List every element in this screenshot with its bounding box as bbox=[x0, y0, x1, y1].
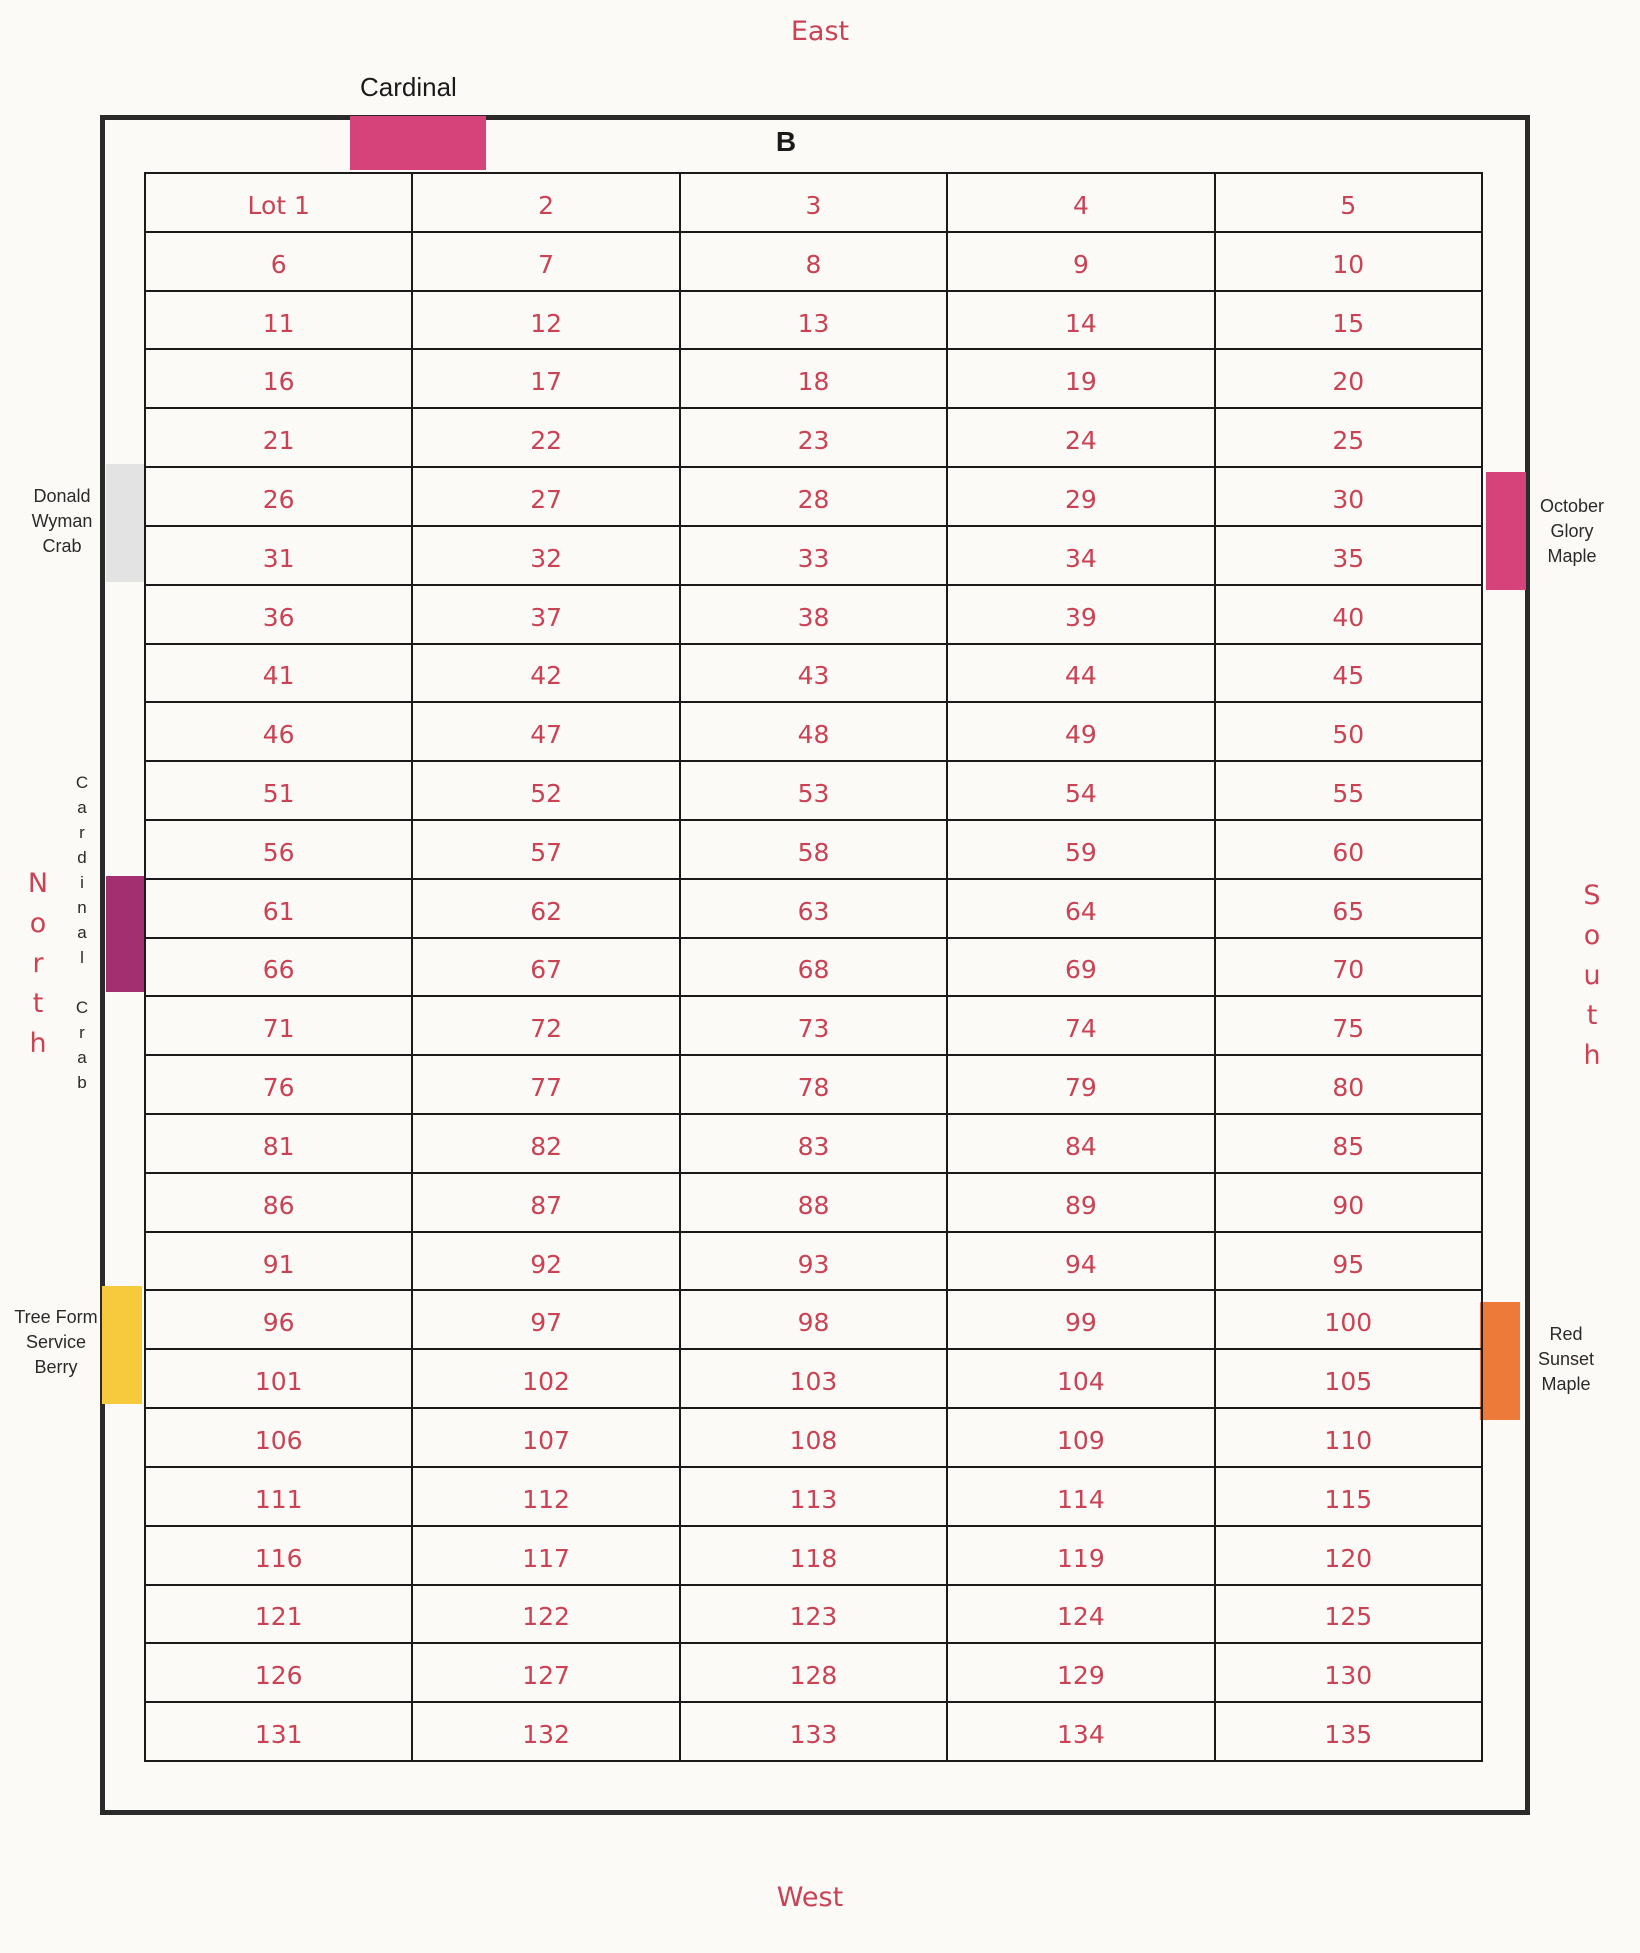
lot-cell: 114 bbox=[948, 1468, 1215, 1527]
lot-cell: 96 bbox=[146, 1291, 413, 1350]
lot-cell: 71 bbox=[146, 997, 413, 1056]
lot-cell: 59 bbox=[948, 821, 1215, 880]
compass-north-letter: r bbox=[32, 948, 44, 979]
lot-cell: 84 bbox=[948, 1115, 1215, 1174]
compass-north-letter: N bbox=[27, 868, 49, 899]
lot-cell: 89 bbox=[948, 1174, 1215, 1233]
tree-label-letter: a bbox=[77, 798, 87, 817]
lot-cell: 82 bbox=[413, 1115, 680, 1174]
red-sunset-maple-label bbox=[1524, 1322, 1608, 1397]
lot-cell: 28 bbox=[681, 468, 948, 527]
tree-label-line: Glory bbox=[1550, 521, 1594, 541]
tree-label-letter: a bbox=[77, 923, 87, 942]
lot-cell: 66 bbox=[146, 939, 413, 998]
lot-cell: Lot 1 bbox=[146, 174, 413, 233]
lot-cell: 54 bbox=[948, 762, 1215, 821]
lot-cell: 29 bbox=[948, 468, 1215, 527]
lot-cell: 37 bbox=[413, 586, 680, 645]
lot-cell: 68 bbox=[681, 939, 948, 998]
lot-cell: 126 bbox=[146, 1644, 413, 1703]
lot-cell: 100 bbox=[1216, 1291, 1483, 1350]
lot-cell: 106 bbox=[146, 1409, 413, 1468]
lot-cell: 24 bbox=[948, 409, 1215, 468]
lot-cell: 76 bbox=[146, 1056, 413, 1115]
lot-cell: 135 bbox=[1216, 1703, 1483, 1762]
compass-west-label: West bbox=[776, 1882, 844, 1913]
tree-label-line: Berry bbox=[34, 1357, 78, 1377]
lot-cell: 3 bbox=[681, 174, 948, 233]
donald-wyman-crab-label bbox=[22, 484, 102, 559]
compass-south-label bbox=[1572, 876, 1612, 1076]
compass-north-label bbox=[18, 864, 58, 1064]
lot-cell: 21 bbox=[146, 409, 413, 468]
lot-cell: 44 bbox=[948, 645, 1215, 704]
lot-cell: 74 bbox=[948, 997, 1215, 1056]
tree-label-letter: l bbox=[80, 948, 84, 967]
lot-cell: 53 bbox=[681, 762, 948, 821]
tree-label-line: Tree Form bbox=[14, 1307, 98, 1327]
lot-cell: 108 bbox=[681, 1409, 948, 1468]
tree-label-line: Service bbox=[25, 1332, 87, 1352]
lot-cell: 79 bbox=[948, 1056, 1215, 1115]
october-glory-maple-swatch bbox=[1486, 472, 1526, 590]
lot-cell: 16 bbox=[146, 350, 413, 409]
lot-cell: 11 bbox=[146, 292, 413, 351]
lot-cell: 61 bbox=[146, 880, 413, 939]
lot-cell: 103 bbox=[681, 1350, 948, 1409]
tree-form-service-berry-label bbox=[10, 1305, 102, 1380]
lot-cell: 52 bbox=[413, 762, 680, 821]
compass-east-label: East bbox=[790, 16, 850, 47]
lot-cell: 14 bbox=[948, 292, 1215, 351]
lot-cell: 9 bbox=[948, 233, 1215, 292]
lot-cell: 73 bbox=[681, 997, 948, 1056]
lot-cell: 104 bbox=[948, 1350, 1215, 1409]
lot-cell: 127 bbox=[413, 1644, 680, 1703]
lot-cell: 4 bbox=[948, 174, 1215, 233]
lot-cell: 62 bbox=[413, 880, 680, 939]
lot-cell: 118 bbox=[681, 1527, 948, 1586]
tree-label-letter: b bbox=[77, 1073, 87, 1092]
lot-cell: 49 bbox=[948, 703, 1215, 762]
lot-cell: 19 bbox=[948, 350, 1215, 409]
compass-north-letter: h bbox=[29, 1028, 47, 1059]
lot-cell: 51 bbox=[146, 762, 413, 821]
tree-label-line: Sunset bbox=[1537, 1349, 1595, 1369]
lot-cell: 67 bbox=[413, 939, 680, 998]
lot-cell: 99 bbox=[948, 1291, 1215, 1350]
compass-south-letter: u bbox=[1583, 960, 1601, 991]
lot-cell: 38 bbox=[681, 586, 948, 645]
lot-cell: 35 bbox=[1216, 527, 1483, 586]
lot-cell: 123 bbox=[681, 1586, 948, 1645]
compass-south-letter: o bbox=[1583, 920, 1601, 951]
lot-cell: 113 bbox=[681, 1468, 948, 1527]
lot-cell: 36 bbox=[146, 586, 413, 645]
lot-cell: 85 bbox=[1216, 1115, 1483, 1174]
lot-cell: 23 bbox=[681, 409, 948, 468]
lot-cell: 134 bbox=[948, 1703, 1215, 1762]
tree-label-line: Crab bbox=[42, 536, 82, 556]
lot-cell: 6 bbox=[146, 233, 413, 292]
lot-cell: 115 bbox=[1216, 1468, 1483, 1527]
lot-cell: 43 bbox=[681, 645, 948, 704]
lot-cell: 47 bbox=[413, 703, 680, 762]
lot-cell: 7 bbox=[413, 233, 680, 292]
lot-cell: 94 bbox=[948, 1233, 1215, 1292]
lot-cell: 30 bbox=[1216, 468, 1483, 527]
lot-cell: 105 bbox=[1216, 1350, 1483, 1409]
lot-cell: 75 bbox=[1216, 997, 1483, 1056]
lot-cell: 87 bbox=[413, 1174, 680, 1233]
tree-label-line: Maple bbox=[1541, 1374, 1591, 1394]
lot-cell: 120 bbox=[1216, 1527, 1483, 1586]
lot-cell: 25 bbox=[1216, 409, 1483, 468]
lot-cell: 111 bbox=[146, 1468, 413, 1527]
lot-cell: 55 bbox=[1216, 762, 1483, 821]
lot-cell: 92 bbox=[413, 1233, 680, 1292]
cardinal-top-swatch bbox=[350, 116, 486, 170]
lot-cell: 17 bbox=[413, 350, 680, 409]
lot-cell: 33 bbox=[681, 527, 948, 586]
tree-label-line: October bbox=[1539, 496, 1605, 516]
lot-cell: 8 bbox=[681, 233, 948, 292]
lot-cell: 125 bbox=[1216, 1586, 1483, 1645]
donald-wyman-crab-swatch bbox=[106, 464, 146, 582]
lot-cell: 97 bbox=[413, 1291, 680, 1350]
lot-cell: 18 bbox=[681, 350, 948, 409]
lot-cell: 60 bbox=[1216, 821, 1483, 880]
tree-label-letter: d bbox=[77, 848, 87, 867]
lot-cell: 133 bbox=[681, 1703, 948, 1762]
lot-cell: 109 bbox=[948, 1409, 1215, 1468]
lot-cell: 128 bbox=[681, 1644, 948, 1703]
lot-cell: 58 bbox=[681, 821, 948, 880]
lot-cell: 22 bbox=[413, 409, 680, 468]
lot-grid bbox=[144, 172, 1483, 1762]
compass-north-letter: t bbox=[32, 988, 44, 1019]
lot-cell: 20 bbox=[1216, 350, 1483, 409]
tree-label-letter: C bbox=[75, 998, 89, 1017]
lot-cell: 56 bbox=[146, 821, 413, 880]
lot-cell: 107 bbox=[413, 1409, 680, 1468]
tree-label-line: Donald bbox=[33, 486, 91, 506]
lot-cell: 81 bbox=[146, 1115, 413, 1174]
compass-south-letter: S bbox=[1583, 880, 1601, 911]
block-label: B bbox=[775, 126, 797, 157]
lot-cell: 34 bbox=[948, 527, 1215, 586]
lot-cell: 48 bbox=[681, 703, 948, 762]
cardinal-crab-swatch bbox=[106, 876, 146, 992]
tree-label-letter: a bbox=[77, 1048, 87, 1067]
lot-cell: 72 bbox=[413, 997, 680, 1056]
tree-label-letter: r bbox=[79, 1023, 85, 1042]
lot-cell: 64 bbox=[948, 880, 1215, 939]
lot-cell: 130 bbox=[1216, 1644, 1483, 1703]
lot-cell: 110 bbox=[1216, 1409, 1483, 1468]
lot-cell: 101 bbox=[146, 1350, 413, 1409]
lot-cell: 122 bbox=[413, 1586, 680, 1645]
lot-cell: 119 bbox=[948, 1527, 1215, 1586]
lot-cell: 2 bbox=[413, 174, 680, 233]
lot-cell: 95 bbox=[1216, 1233, 1483, 1292]
lot-cell: 69 bbox=[948, 939, 1215, 998]
lot-cell: 102 bbox=[413, 1350, 680, 1409]
lot-cell: 40 bbox=[1216, 586, 1483, 645]
lot-cell: 26 bbox=[146, 468, 413, 527]
lot-cell: 112 bbox=[413, 1468, 680, 1527]
lot-cell: 83 bbox=[681, 1115, 948, 1174]
compass-south-letter: t bbox=[1586, 1000, 1598, 1031]
tree-label-letter: r bbox=[79, 823, 85, 842]
lot-cell: 41 bbox=[146, 645, 413, 704]
lot-cell: 27 bbox=[413, 468, 680, 527]
lot-cell: 10 bbox=[1216, 233, 1483, 292]
tree-label-line: Maple bbox=[1547, 546, 1597, 566]
lot-cell: 45 bbox=[1216, 645, 1483, 704]
tree-label-letter: C bbox=[75, 773, 89, 792]
lot-cell: 5 bbox=[1216, 174, 1483, 233]
lot-cell: 90 bbox=[1216, 1174, 1483, 1233]
lot-cell: 86 bbox=[146, 1174, 413, 1233]
lot-cell: 131 bbox=[146, 1703, 413, 1762]
lot-cell: 78 bbox=[681, 1056, 948, 1115]
lot-cell: 129 bbox=[948, 1644, 1215, 1703]
lot-cell: 91 bbox=[146, 1233, 413, 1292]
tree-label-letter: i bbox=[80, 873, 84, 892]
compass-north-letter: o bbox=[29, 908, 47, 939]
tree-label-letter bbox=[72, 970, 92, 995]
lot-cell: 88 bbox=[681, 1174, 948, 1233]
lot-cell: 124 bbox=[948, 1586, 1215, 1645]
lot-cell: 12 bbox=[413, 292, 680, 351]
compass-south-letter: h bbox=[1583, 1040, 1601, 1071]
lot-cell: 13 bbox=[681, 292, 948, 351]
october-glory-maple-label bbox=[1530, 494, 1614, 569]
red-sunset-maple-swatch bbox=[1480, 1302, 1520, 1420]
lot-cell: 132 bbox=[413, 1703, 680, 1762]
lot-cell: 31 bbox=[146, 527, 413, 586]
lot-cell: 46 bbox=[146, 703, 413, 762]
lot-cell: 80 bbox=[1216, 1056, 1483, 1115]
lot-cell: 121 bbox=[146, 1586, 413, 1645]
lot-cell: 70 bbox=[1216, 939, 1483, 998]
lot-cell: 65 bbox=[1216, 880, 1483, 939]
tree-label-line: Red bbox=[1549, 1324, 1583, 1344]
tree-label-line: Wyman bbox=[31, 511, 93, 531]
lot-cell: 116 bbox=[146, 1527, 413, 1586]
lot-cell: 93 bbox=[681, 1233, 948, 1292]
cardinal-top-label: Cardinal bbox=[360, 72, 457, 102]
lot-cell: 32 bbox=[413, 527, 680, 586]
tree-form-service-berry-swatch bbox=[102, 1286, 142, 1404]
lot-cell: 117 bbox=[413, 1527, 680, 1586]
lot-cell: 57 bbox=[413, 821, 680, 880]
lot-cell: 77 bbox=[413, 1056, 680, 1115]
cardinal-crab-label bbox=[72, 770, 92, 1095]
lot-cell: 15 bbox=[1216, 292, 1483, 351]
lot-cell: 98 bbox=[681, 1291, 948, 1350]
lot-cell: 39 bbox=[948, 586, 1215, 645]
lot-cell: 63 bbox=[681, 880, 948, 939]
tree-label-letter: n bbox=[77, 898, 87, 917]
lot-cell: 50 bbox=[1216, 703, 1483, 762]
lot-cell: 42 bbox=[413, 645, 680, 704]
